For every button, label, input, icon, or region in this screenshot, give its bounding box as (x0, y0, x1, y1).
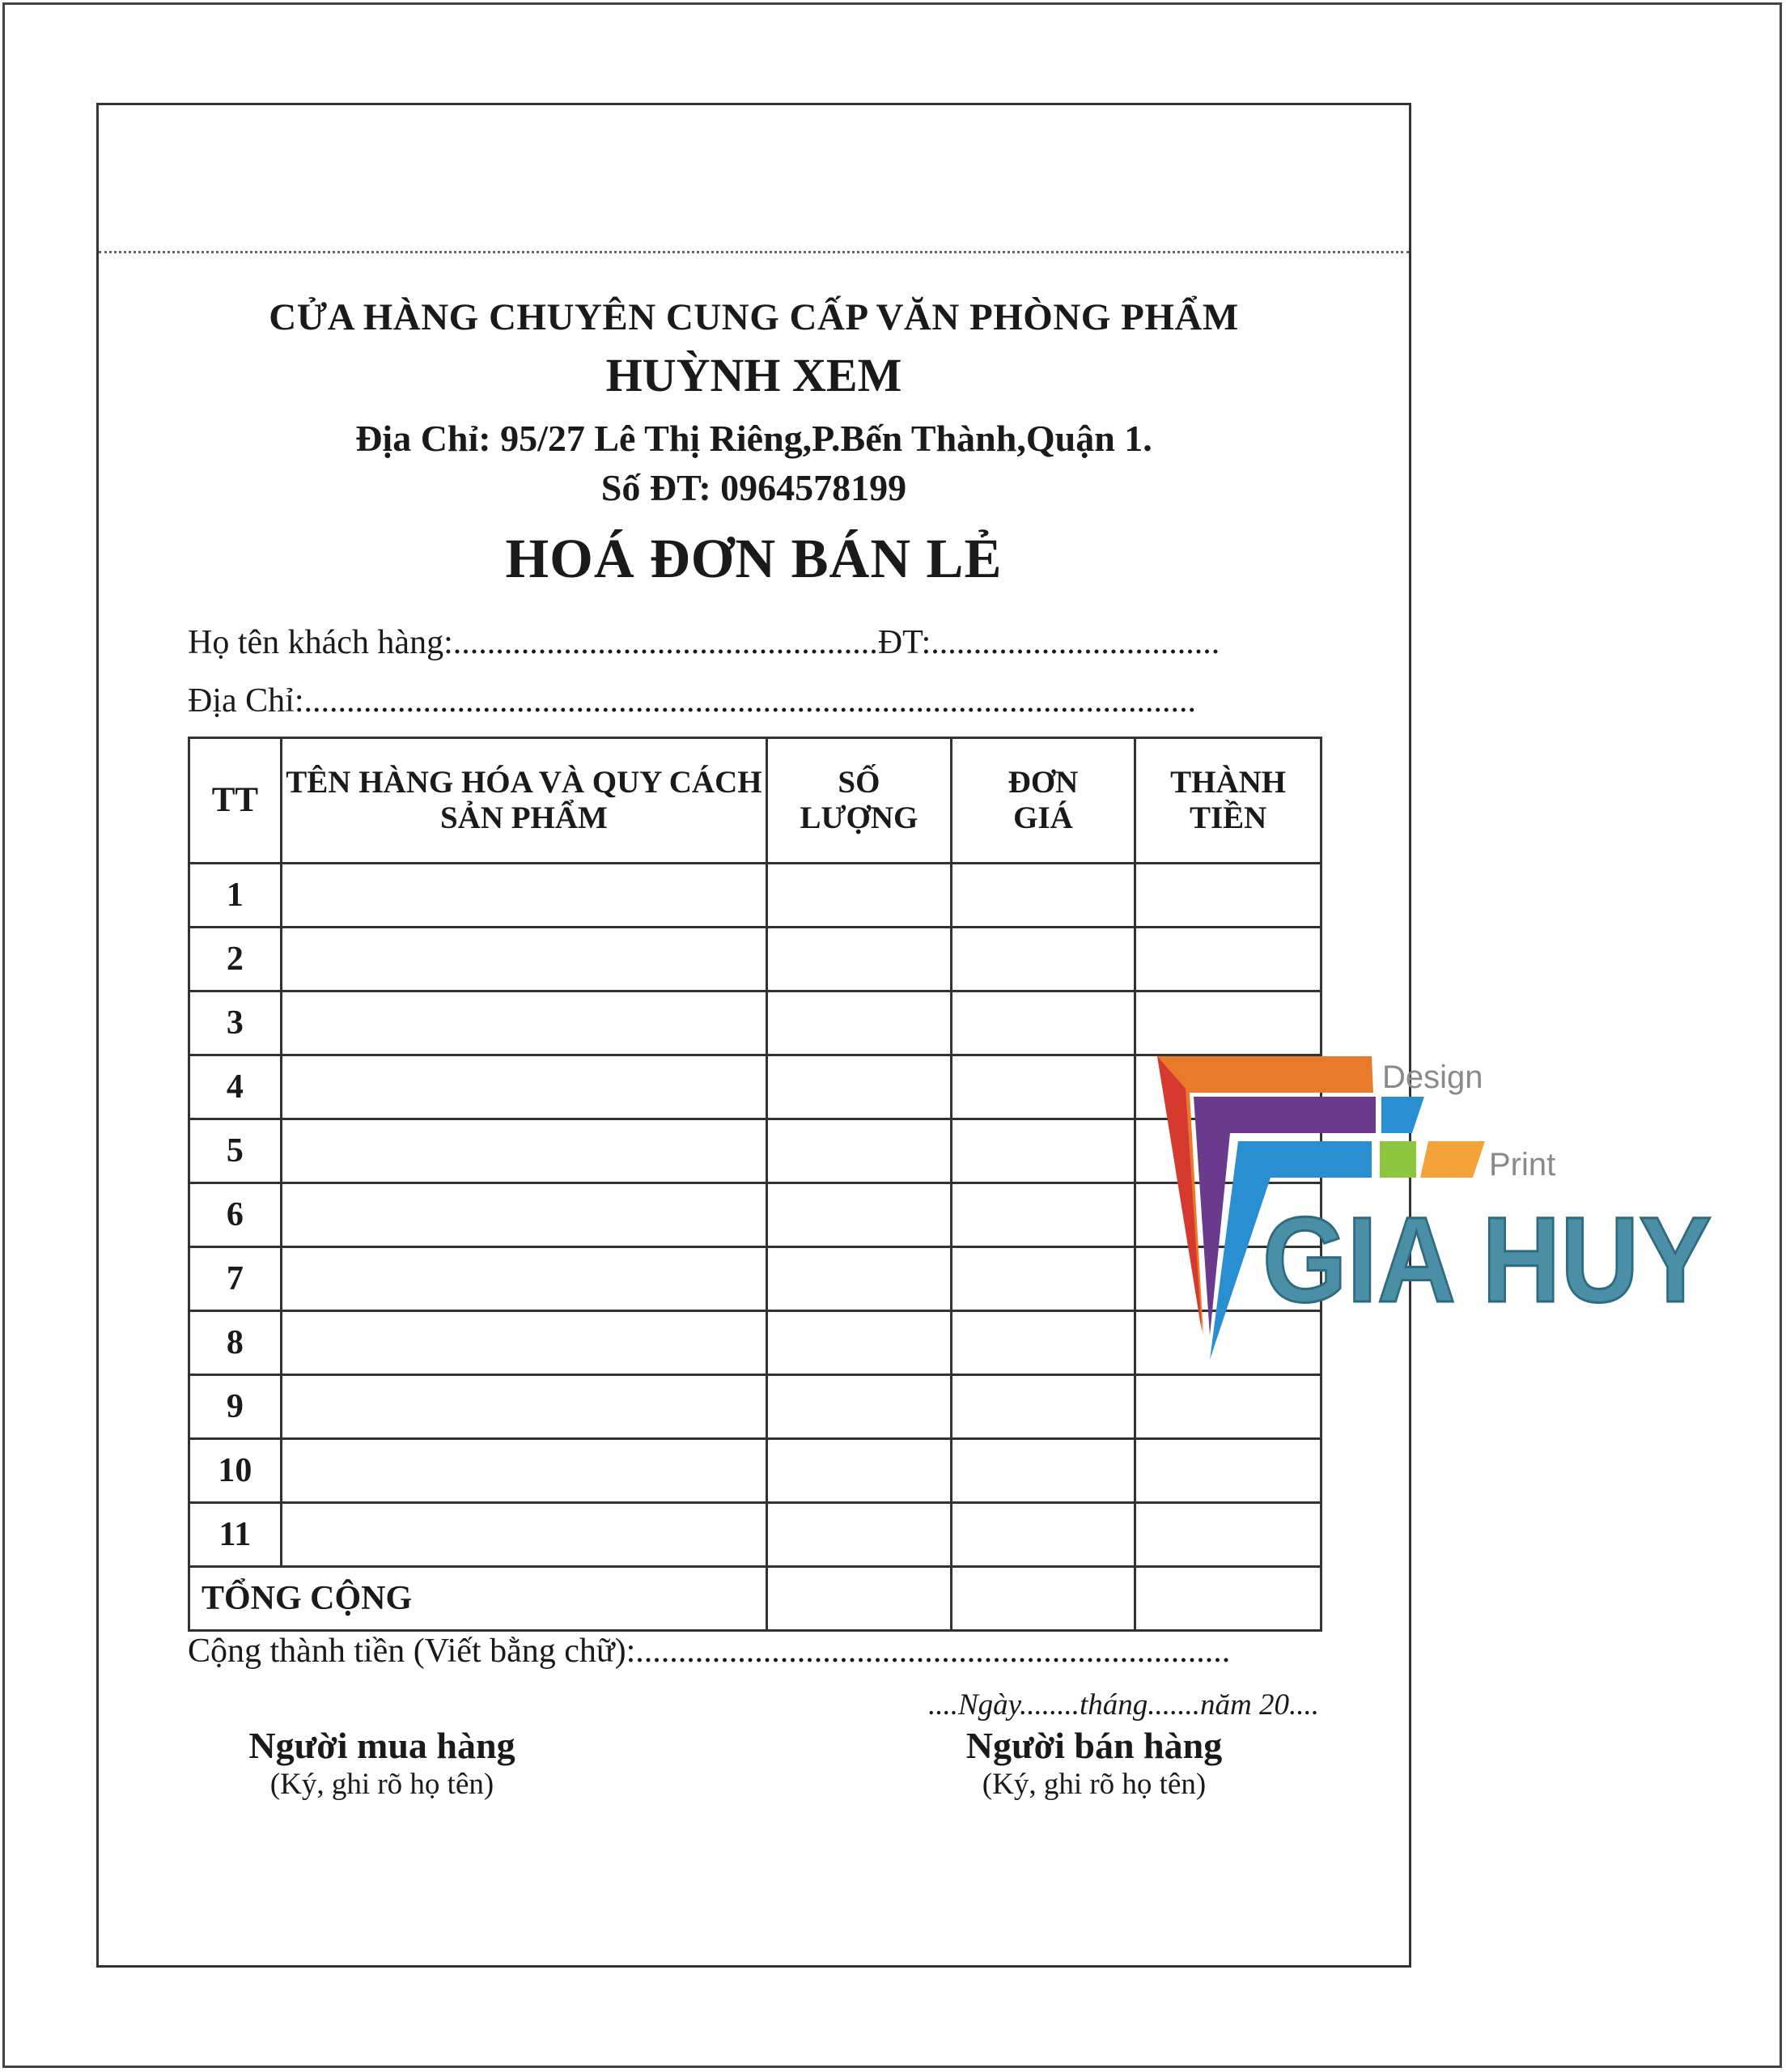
quantity-cell[interactable] (767, 864, 952, 928)
amount-cell[interactable] (1135, 864, 1321, 928)
row-number: 7 (189, 1247, 282, 1311)
quantity-cell[interactable] (767, 1375, 952, 1439)
shop-phone: Số ĐT: 0964578199 (600, 467, 907, 508)
total-label: TỔNG CỘNG (189, 1567, 767, 1631)
quantity-cell[interactable] (767, 1119, 952, 1183)
row-number: 6 (189, 1183, 282, 1247)
quantity-cell[interactable] (767, 1247, 952, 1311)
item-cell[interactable] (281, 1247, 766, 1311)
perforation-line (99, 251, 1409, 253)
item-cell[interactable] (281, 1183, 766, 1247)
row-number: 3 (189, 991, 282, 1055)
amount-cell[interactable] (1135, 1375, 1321, 1439)
quantity-cell[interactable] (767, 991, 952, 1055)
customer-address-field: Địa Chỉ:......................................................................................................... (188, 682, 1196, 720)
item-cell[interactable] (281, 864, 766, 928)
row-number: 2 (189, 928, 282, 991)
total-amount-cell (1135, 1567, 1321, 1631)
row-number: 4 (189, 1055, 282, 1119)
item-cell[interactable] (281, 1503, 766, 1567)
invoice-sheet (96, 103, 1411, 1968)
unit-price-cell[interactable] (951, 1439, 1135, 1503)
item-cell[interactable] (281, 1055, 766, 1119)
shop-category: CỬA HÀNG CHUYÊN CUNG CẤP VĂN PHÒNG PHẨM (269, 296, 1239, 338)
seller-signature (957, 1724, 1232, 1802)
table-row (189, 928, 1321, 991)
unit-price-cell[interactable] (951, 1503, 1135, 1567)
header-unit-price: ĐƠN GIÁ (951, 738, 1135, 864)
header-item: TÊN HÀNG HÓA VÀ QUY CÁCH SẢN PHẨM (281, 738, 766, 864)
item-cell[interactable] (281, 1375, 766, 1439)
row-number: 1 (189, 864, 282, 928)
buyer-title: Người mua hàng (248, 1725, 515, 1766)
item-cell[interactable] (281, 928, 766, 991)
seller-title: Người bán hàng (965, 1725, 1223, 1766)
unit-price-cell[interactable] (951, 1247, 1135, 1311)
table-row (189, 1311, 1321, 1375)
gia-huy-logo (1153, 1052, 1720, 1376)
amount-cell[interactable] (1135, 928, 1321, 991)
table-row (189, 1183, 1321, 1247)
table-row (189, 1503, 1321, 1567)
customer-name-field: Họ tên khách hàng:..................................................ĐT:.................................. (188, 624, 1220, 661)
logo-brand-text: GIA HUY (1262, 1191, 1712, 1327)
item-cell[interactable] (281, 1439, 766, 1503)
table-header-row (189, 738, 1321, 864)
quantity-cell[interactable] (767, 1311, 952, 1375)
row-number: 11 (189, 1503, 282, 1567)
row-number: 8 (189, 1311, 282, 1375)
item-cell[interactable] (281, 991, 766, 1055)
amount-cell[interactable] (1135, 1439, 1321, 1503)
total-row (189, 1567, 1321, 1631)
items-table (188, 737, 1322, 1632)
header-quantity: SỐ LƯỢNG (767, 738, 952, 864)
unit-price-cell[interactable] (951, 1375, 1135, 1439)
header-tt: TT (189, 738, 282, 864)
header-amount: THÀNH TIỀN (1135, 738, 1321, 864)
unit-price-cell[interactable] (951, 1119, 1135, 1183)
table-row (189, 1247, 1321, 1311)
logo-blue-square (1381, 1097, 1424, 1133)
logo-yellow-square (1420, 1141, 1485, 1178)
seller-note: (Ký, ghi rõ họ tên) (982, 1768, 1207, 1801)
unit-price-cell[interactable] (951, 1055, 1135, 1119)
total-in-words-field: Cộng thành tiền (Viết bằng chữ):...................................................................... (188, 1633, 1231, 1670)
quantity-cell[interactable] (767, 1439, 952, 1503)
table-row (189, 991, 1321, 1055)
amount-cell[interactable] (1135, 1503, 1321, 1567)
table-row (189, 1055, 1321, 1119)
table-row (189, 1119, 1321, 1183)
buyer-note: (Ký, ghi rõ họ tên) (269, 1768, 494, 1801)
table-row (189, 864, 1321, 928)
buyer-signature (244, 1724, 520, 1802)
quantity-cell[interactable] (767, 1503, 952, 1567)
unit-price-cell[interactable] (951, 991, 1135, 1055)
quantity-cell[interactable] (767, 928, 952, 991)
unit-price-cell[interactable] (951, 1311, 1135, 1375)
row-number: 9 (189, 1375, 282, 1439)
invoice-title: HOÁ ĐƠN BÁN LẺ (505, 528, 1003, 589)
total-qty-cell (767, 1567, 952, 1631)
logo-print-word: Print (1489, 1147, 1556, 1182)
table-row (189, 1375, 1321, 1439)
logo-design-word: Design (1382, 1059, 1483, 1095)
date-line: ....Ngày........tháng.......năm 20.... (927, 1688, 1319, 1722)
total-price-cell (951, 1567, 1135, 1631)
row-number: 5 (189, 1119, 282, 1183)
unit-price-cell[interactable] (951, 928, 1135, 991)
table-row (189, 1439, 1321, 1503)
unit-price-cell[interactable] (951, 1183, 1135, 1247)
quantity-cell[interactable] (767, 1055, 952, 1119)
shop-address: Địa Chỉ: 95/27 Lê Thị Riêng,P.Bến Thành,Quận 1. (355, 418, 1152, 459)
amount-cell[interactable] (1135, 991, 1321, 1055)
shop-name: HUỲNH XEM (605, 349, 902, 401)
item-cell[interactable] (281, 1119, 766, 1183)
item-cell[interactable] (281, 1311, 766, 1375)
row-number: 10 (189, 1439, 282, 1503)
logo-green-square (1380, 1141, 1416, 1178)
unit-price-cell[interactable] (951, 864, 1135, 928)
quantity-cell[interactable] (767, 1183, 952, 1247)
